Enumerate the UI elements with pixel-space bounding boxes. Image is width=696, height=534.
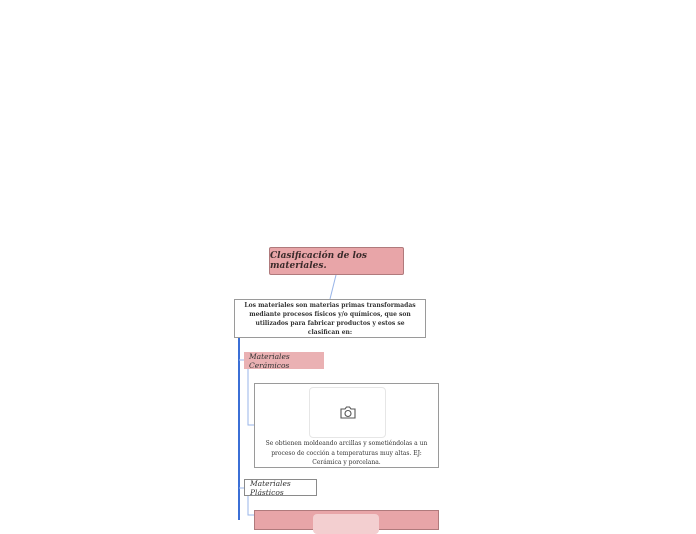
camera-icon (339, 405, 357, 420)
root-topic-title: Clasificación de los materiales. (270, 251, 367, 271)
image-placeholder[interactable] (309, 387, 386, 438)
ceramic-detail-card[interactable] (254, 383, 439, 468)
root-topic[interactable] (269, 247, 404, 275)
category-ceramic-label: Materiales Cerámicos (249, 351, 290, 370)
plastic-detail-card[interactable] (254, 510, 439, 530)
category-plastic[interactable] (244, 479, 317, 496)
category-ceramic[interactable] (244, 352, 324, 369)
description-topic[interactable] (234, 299, 426, 338)
root-connector (330, 275, 336, 299)
description-text: Los materiales son materias primas transformadas mediante procesos físicos y/o químicos, que son utilizados para fabricar productos y estos se clasifican en: (244, 301, 416, 336)
image-placeholder-2[interactable] (313, 514, 379, 534)
ceramic-detail-text: Se obtienen moldeando arcillas y sometiéndolas a un proceso de cocción a temperaturas muy altas. EJ: Cerámica y porcelana. (265, 440, 428, 466)
category-plastic-label: Materiales Plásticos (250, 478, 291, 497)
